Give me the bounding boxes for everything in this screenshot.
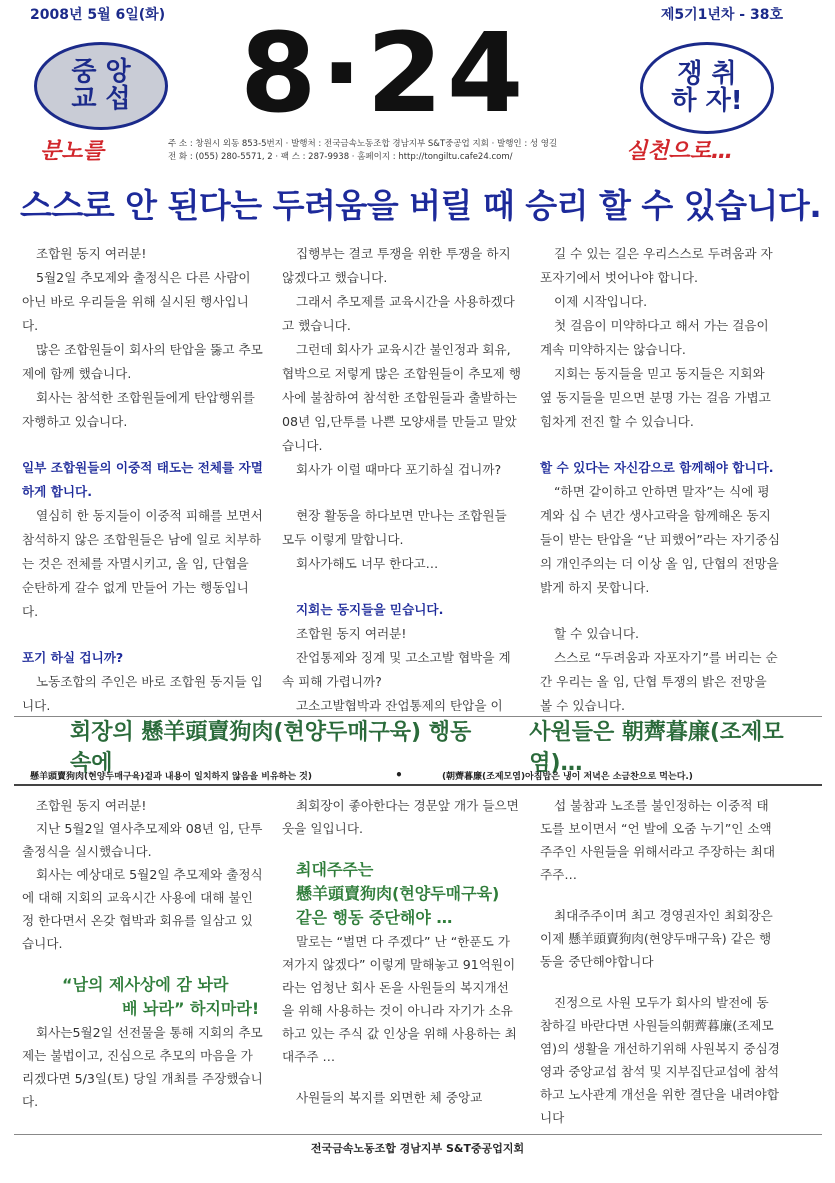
paragraph: 회사가해도 너무 한다고… <box>296 556 439 571</box>
subheading: 懸羊頭賣狗肉(현양두매구육) <box>296 884 500 903</box>
paragraph: 고소고발협박과 잔업통제의 탄압을 이 <box>296 698 503 713</box>
bottom-column-2 <box>282 794 520 1109</box>
paragraph: 지회는 동지들을 믿고 동지들은 지회와 옆 동지들을 믿으면 분명 가는 걸음 가볍고 힘차게 전진 할 수 있습니다. <box>540 366 771 429</box>
publisher-address: 주 소 : 창원시 외동 853-5번지 · 발행처 : 전국금속노동조합 경남지부 S&T중공업 지회 · 발행인 : 성 영길 <box>168 139 558 149</box>
subheading: 지회는 동지들을 믿습니다. <box>296 602 444 617</box>
paragraph: 집행부는 결코 투쟁을 위한 투쟁을 하지 않겠다고 했습니다. <box>282 246 511 285</box>
paragraph: 조합원 동지 여러분! <box>36 246 147 261</box>
article-column-3 <box>540 242 780 718</box>
headline: 스스로 안 된다는 두려움을 버릴 때 승리 할 수 있습니다. <box>20 186 822 225</box>
paragraph: 스스로 “두려움과 자포자기”를 버리는 순간 우리는 올 임, 단협 투쟁의 밝은 전망을 볼 수 있습니다. <box>540 650 778 713</box>
paragraph: 진정으로 사원 모두가 회사의 발전에 동참하길 바란다면 사원들의朝薺暮廉(조제모염)의 생활을 개선하기위해 사원복지 중심경영과 중앙교섭 참석 및 지부집단교섭에 참석하고 노사관계 개선을 위한 결단을 내려야합니다 <box>540 995 780 1125</box>
bottom-column-1 <box>22 794 264 1113</box>
paragraph: 조합원 동지 여러분! <box>36 798 147 813</box>
paragraph: 지난 5월2일 열사추모제와 08년 임, 단투 출정식을 실시했습니다. <box>22 821 263 859</box>
left-badge-line1: 중 앙 <box>71 56 131 87</box>
paragraph: 노동조합의 주인은 바로 조합원 동지들 입니다. <box>22 674 263 713</box>
paragraph: “하면 같이하고 안하면 말자”는 식에 평계와 십 수 년간 생사고락을 함께해온 동지들이 받는 탄압을 “난 피했어”라는 자기중심의 개인주의는 더 이상 올 임, 단협의 전망을 밝게 하지 못합니다. <box>540 484 780 595</box>
paragraph: 최회장이 좋아한다는 경문앞 개가 들으면 웃을 일입니다. <box>282 798 519 836</box>
paragraph: 할 수 있습니다. <box>554 626 640 641</box>
paragraph: 현장 활동을 하다보면 만나는 조합원들 모두 이렇게 말합니다. <box>282 508 507 547</box>
paragraph: 조합원 동지 여러분! <box>296 626 407 641</box>
subheading: “남의 제사상에 감 놔라 <box>62 975 229 994</box>
byline-dot: • <box>395 768 403 782</box>
paragraph: 회사는 참석한 조합원들에게 탄압행위를 자행하고 있습니다. <box>22 390 255 429</box>
footer-divider <box>14 1134 822 1135</box>
paragraph: 회사가 이럴 때마다 포기하실 겁니까? <box>296 462 502 477</box>
left-badge-line2: 교 섭 <box>71 84 131 114</box>
right-badge <box>640 42 774 134</box>
paragraph: 많은 조합원들이 회사의 탄압을 뚫고 추모제에 함께 했습니다. <box>22 342 263 381</box>
right-badge-line2: 하 자! <box>671 86 743 116</box>
subheading: 같은 행동 중단해야 … <box>296 908 453 927</box>
subheading: 일부 조합원들의 이중적 태도는 전체를 자멸하게 합니다. <box>22 460 263 499</box>
banner-right: 사원들은 朝薺暮廉(조제모염)… <box>529 720 784 776</box>
paragraph: 회사는5월2일 선전물을 통해 지회의 추모제는 불법이고, 진심으로 추모의 마음을 가리겠다면 5/3일(토) 당일 개최를 주장했습니다. <box>22 1025 263 1109</box>
subheading: 포기 하실 겁니까? <box>22 650 124 665</box>
left-badge <box>34 42 168 130</box>
publisher-info <box>168 138 557 164</box>
paragraph: 그래서 추모제를 교육시간을 사용하겠다고 했습니다. <box>282 294 515 333</box>
paragraph: 길 수 있는 길은 우리스스로 두려움과 자포자기에서 벗어나야 합니다. <box>540 246 773 285</box>
section-banner <box>30 720 820 776</box>
slogan-right: 실천으로… <box>626 139 734 164</box>
paragraph: 이제 시작입니다. <box>554 294 648 309</box>
paragraph: 최대주주이며 최고 경영권자인 최회장은 이제 懸羊頭賣狗肉(현양두매구육) 같은 행동을 중단해야합니다 <box>540 908 773 969</box>
byline-right: (朝薺暮廉(조제모염)아침밥은 냉이 저녁은 소금찬으로 먹는다.) <box>441 772 693 782</box>
byline-left: 懸羊頭賣狗肉(현양두매구육)겉과 내용이 일치하지 않음을 비유하는 것) <box>30 772 312 782</box>
paragraph: 회사는 예상대로 5월2일 추모제와 출정식에 대해 지회의 교육시간 사용에 대해 불인정 한다면서 온갖 협박과 회유를 일삼고 있습니다. <box>22 867 263 951</box>
masthead-title: 8·24 <box>240 9 528 137</box>
slogan-left: 분노를 <box>40 139 104 164</box>
paragraph: 열심히 한 동지들이 이중적 피해를 보면서 참석하지 않은 조합원들은 남에 일로 치부하는 것은 전체를 자멸시키고, 올 임, 단협을 순탄하게 갈수 없게 만들어 가는 행동입니다. <box>22 508 263 619</box>
article-column-1 <box>22 242 264 718</box>
right-badge-line1: 쟁 취 <box>677 58 737 89</box>
paragraph: 그런데 회사가 교육시간 불인정과 회유, 협박으로 저렇게 많은 조합원들이 추모제 행사에 불참하여 참석한 조합원들과 출발하는 08년 임,단투를 나쁜 모양새를 만들고 말았습니다. <box>282 342 521 453</box>
paragraph: 잔업통제와 징계 및 고소고발 협박을 계속 피해 가렵니까? <box>282 650 511 689</box>
issue-number: 제5기1년차 - 38호 <box>660 7 783 23</box>
publisher-contact: 전 화 : (055) 280-5571, 2 · 팩 스 : 287-9938 · 홈페이지 : http://tongiltu.cafe24.com/ <box>168 152 513 163</box>
paragraph: 말로는 “벌면 다 주겠다” 난 “한푼도 가져가지 않겠다” 이렇게 말해놓고 91억원이라는 엄청난 회사 돈을 사원들의 복지개선을 위해 사용하는 것이 아니라 자기가 소유하고 있는 주식 값 인상을 위해 사용하는 최대주주 … <box>282 934 517 1064</box>
subheading: 배 놔라” 하지마라! <box>122 999 260 1018</box>
issue-date: 2008년 5월 6일(화) <box>30 7 166 23</box>
paragraph: 사원들의 복지를 외면한 체 중앙교 <box>296 1090 483 1105</box>
paragraph: 섭 불참과 노조를 불인정하는 이중적 태도를 보이면서 “언 발에 오줌 누기”인 소액 주주인 사원들을 위해서라고 주장하는 최대주주… <box>540 798 775 882</box>
article-column-2 <box>282 242 522 718</box>
subheading: 할 수 있다는 자신감으로 함께해야 합니다. <box>540 460 774 475</box>
paragraph: 첫 걸음이 미약하다고 해서 가는 걸음이 계속 미약하지는 않습니다. <box>540 318 769 357</box>
footer-text: 전국금속노동조합 경남지부 S&T중공업지회 <box>310 1142 525 1155</box>
paragraph: 5월2일 추모제와 출정식은 다른 사람이 아닌 바로 우리들을 위해 실시된 행사입니다. <box>22 270 251 333</box>
banner-underline <box>14 784 822 786</box>
banner-byline <box>30 768 820 782</box>
subheading: 최대주주는 <box>296 860 374 879</box>
bottom-column-3 <box>540 794 780 1129</box>
banner-left: 회장의 懸羊頭賣狗肉(현양두매구육) 행동속에 <box>70 720 472 776</box>
